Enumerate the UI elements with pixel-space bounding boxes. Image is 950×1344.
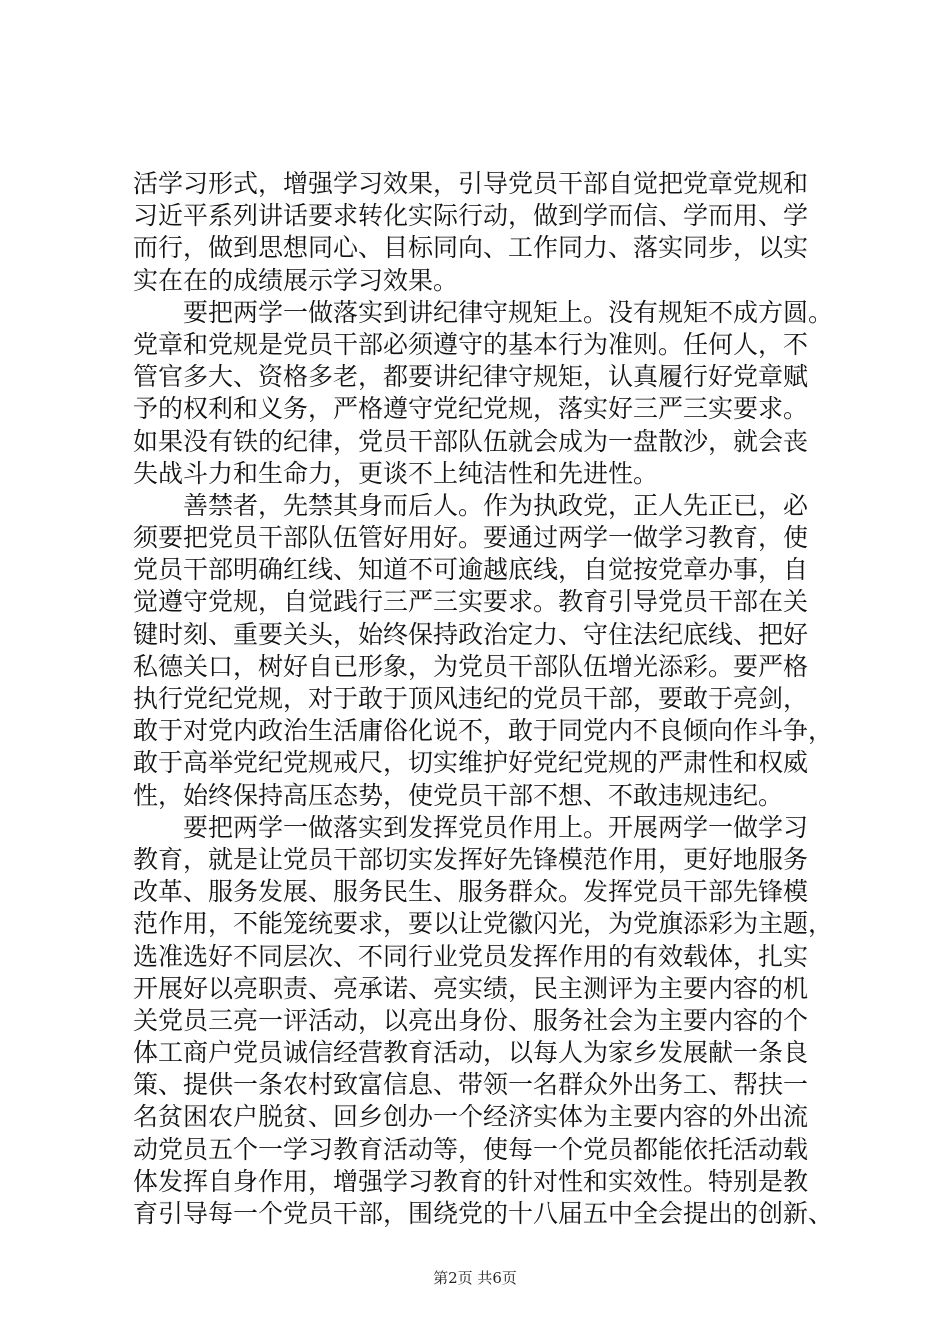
text-line: 敢于高举党纪党规戒尺，切实维护好党纪党规的严肃性和权威 (133, 748, 809, 778)
text-line: 觉遵守党规，自觉践行三严三实要求。教育引导党员干部在关 (133, 587, 809, 617)
text-line: 关党员三亮一评活动，以亮出身份、服务社会为主要内容的个 (133, 1005, 809, 1035)
text-line: 要把两学一做落实到发挥党员作用上。开展两学一做学习 (133, 812, 809, 842)
text-line: 党章和党规是党员干部必须遵守的基本行为准则。任何人，不 (133, 329, 809, 359)
text-line: 键时刻、重要关头，始终保持政治定力、守住法纪底线、把好 (133, 619, 809, 649)
text-line: 善禁者，先禁其身而后人。作为执政党，正人先正已，必 (133, 490, 809, 520)
text-line: 育引导每一个党员干部，围绕党的十八届五中全会提出的创新、 (133, 1199, 834, 1228)
page-number-footer: 第2页 共6页 (433, 1269, 517, 1287)
text-line: 开展好以亮职责、亮承诺、亮实绩，民主测评为主要内容的机 (133, 973, 809, 1003)
text-line: 管官多大、资格多老，都要讲纪律守规矩，认真履行好党章赋 (133, 362, 809, 392)
text-line: 名贫困农户脱贫、回乡创办一个经济实体为主要内容的外出流 (133, 1102, 809, 1132)
text-line: 范作用，不能笼统要求，要以让党徽闪光，为党旗添彩为主题， (133, 909, 834, 939)
text-line: 实在在的成绩展示学习效果。 (133, 265, 459, 295)
text-line: 予的权利和义务，严格遵守党纪党规，落实好三严三实要求。 (133, 394, 809, 424)
text-line: 策、提供一条农村致富信息、带领一名群众外出务工、帮扶一 (133, 1070, 809, 1100)
text-line: 改革、服务发展、服务民生、服务群众。发挥党员干部先锋模 (133, 877, 809, 907)
text-line: 教育，就是让党员干部切实发挥好先锋模范作用，更好地服务 (133, 844, 809, 874)
text-line: 如果没有铁的纪律，党员干部队伍就会成为一盘散沙，就会丧 (133, 426, 809, 456)
text-line: 体工商户党员诚信经营教育活动，以每人为家乡发展献一条良 (133, 1038, 809, 1068)
text-line: 须要把党员干部队伍管好用好。要通过两学一做学习教育，使 (133, 523, 809, 553)
text-line: 执行党纪党规，对于敢于顶风违纪的党员干部，要敢于亮剑， (133, 684, 809, 713)
text-line: 党员干部明确红线、知道不可逾越底线，自觉按党章办事，自 (133, 555, 809, 585)
text-line: 敢于对党内政治生活庸俗化说不，敢于同党内不良倾向作斗争， (133, 716, 834, 746)
text-line: 体发挥自身作用，增强学习教育的针对性和实效性。特别是教 (133, 1166, 809, 1196)
text-line: 活学习形式，增强学习效果，引导党员干部自觉把党章党规和 (133, 169, 809, 198)
text-line: 要把两学一做落实到讲纪律守规矩上。没有规矩不成方圆。 (133, 297, 834, 327)
text-line: 习近平系列讲话要求转化实际行动，做到学而信、学而用、学 (133, 201, 809, 231)
text-line: 性，始终保持高压态势，使党员干部不想、不敢违规违纪。 (133, 780, 784, 810)
text-line: 失战斗力和生命力，更谈不上纯洁性和先进性。 (133, 458, 659, 488)
text-line: 选准选好不同层次、不同行业党员发挥作用的有效载体，扎实 (133, 941, 809, 971)
text-line: 私德关口，树好自已形象，为党员干部队伍增光添彩。要严格 (133, 651, 809, 681)
document-body (133, 168, 853, 1230)
text-line: 而行，做到思想同心、目标同向、工作同力、落实同步，以实 (133, 233, 809, 263)
text-line: 动党员五个一学习教育活动等，使每一个党员都能依托活动载 (133, 1134, 809, 1164)
